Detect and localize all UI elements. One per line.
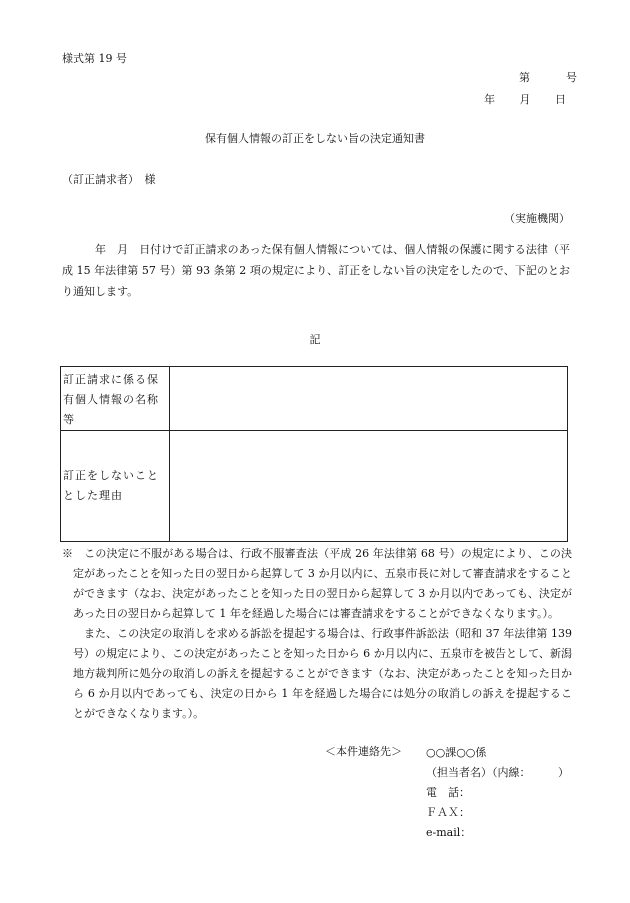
contact-list (426, 743, 569, 843)
table-value-cell (170, 431, 568, 542)
date-day: 日 (555, 93, 566, 106)
appeal-note-paragraph-2: また、この決定の取消しを求める訴訟を提起する場合は、行政事件訴訟法（昭和 37 年法律第 139 号）の規定により、この決定があったことを知った日から 6 か月以内に、五泉市を被告として、新潟地方裁判所に処分の取消しの訴えを提起することができます（なお、決定があったことを知った日から 6 か月以内であっても、決定の日から 1 年を経過した場合には処分の取消しの訴えを提起することができなくなります。）。 (73, 627, 572, 720)
contact-phone: 電 話： (426, 786, 470, 799)
table-label-info-name: 訂正請求に係る保有個人情報の名称等 (63, 373, 159, 426)
contact-person: （担当者名）（内線： ） (426, 766, 569, 779)
date-month: 月 (519, 93, 531, 106)
body-paragraph: 年 月 日付けで訂正請求のあった保有個人情報については、個人情報の保護に関する法律（平成 15 年法律第 57 号）第 93 条第 2 項の規定により、訂正をしない旨の決定をしたので、下記のとおり通知します。 (62, 243, 570, 298)
issue-number-line (519, 69, 577, 85)
table-label-reason: 訂正をしないこととした理由 (63, 469, 159, 502)
contact-fax: ＦＡＸ： (426, 806, 470, 819)
info-table (60, 366, 568, 542)
appeal-note (62, 544, 572, 724)
date-year: 年 (484, 93, 495, 106)
ki-heading: 記 (309, 333, 321, 346)
contact-dept: ○○課○○係 (426, 746, 487, 759)
contact-heading: ＜本件連絡先＞ (325, 745, 402, 758)
table-row (61, 367, 568, 431)
date-line (484, 91, 566, 107)
contact-email: e-mail： (426, 826, 472, 839)
implementing-agency: （実施機関） (504, 212, 570, 225)
appeal-note-paragraph-1: ※ この決定に不服がある場合は、行政不服審査法（平成 26 年法律第 68 号）の規定により、この決定があったことを知った日の翌日から起算して 3 か月以内に、五泉市長に対して審査請求をすることができます（なお、決定があったことを知った日の翌日から起算して 3 か月以内であっても、決定があった日の翌日から起算して 1 年を経過した場合には審査請求をすることができなくなります。）。 (62, 547, 572, 620)
form-number: 様式第 19 号 (62, 52, 127, 65)
table-label-cell (61, 431, 170, 542)
table-row (61, 431, 568, 542)
table-label-cell (61, 367, 170, 431)
issue-number-suffix: 号 (566, 71, 577, 84)
table-value-cell (170, 367, 568, 431)
document-title: 保有個人情報の訂正をしない旨の決定通知書 (205, 132, 425, 145)
addressee: （訂正請求者） 様 (62, 173, 156, 186)
issue-number-prefix: 第 (519, 71, 530, 84)
